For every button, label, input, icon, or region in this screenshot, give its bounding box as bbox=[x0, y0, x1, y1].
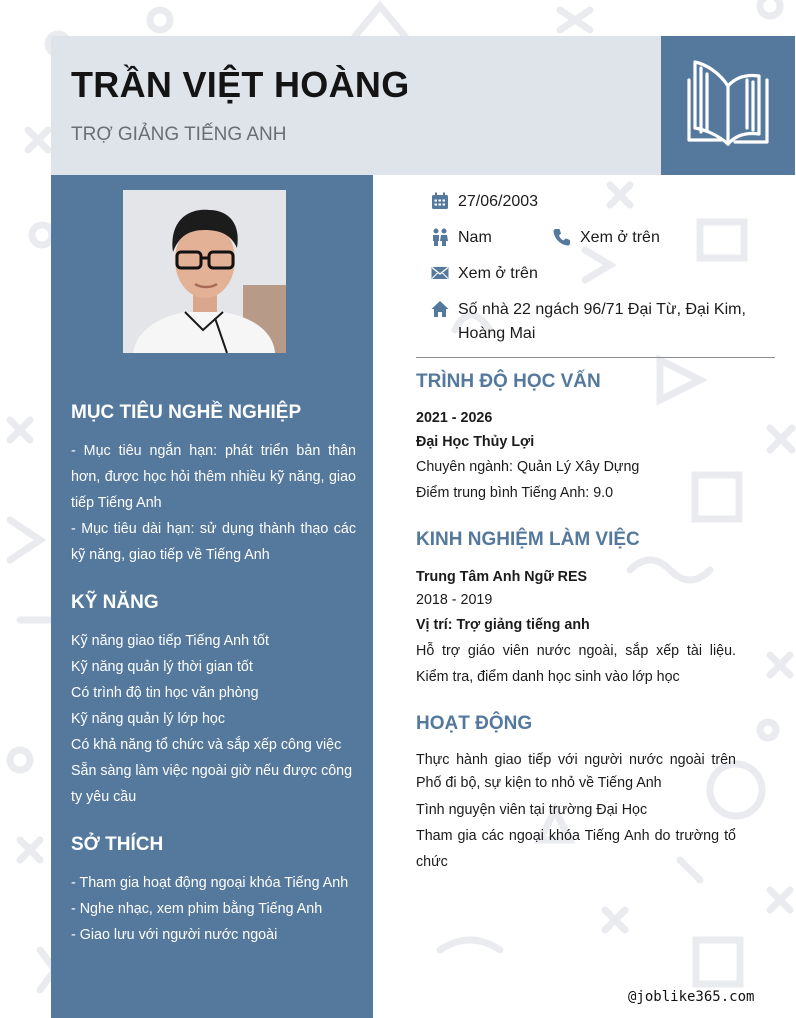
experience-company: Trung Tâm Anh Ngữ RES bbox=[416, 569, 588, 585]
gender-row bbox=[431, 226, 492, 250]
list-item: Có khả năng tổ chức và sắp xếp công việc bbox=[71, 737, 342, 753]
address-value bbox=[458, 298, 746, 346]
logo-box bbox=[661, 36, 795, 175]
list-item: Tình nguyện viên tại trường Đại Học bbox=[416, 802, 648, 818]
home-icon bbox=[431, 300, 449, 318]
email-row bbox=[431, 262, 538, 286]
dob-row bbox=[431, 190, 538, 214]
list-item: Tham gia các ngoại khóa Tiếng Anh do trường tổ chức bbox=[416, 828, 736, 870]
education-school: Đại Học Thủy Lợi bbox=[416, 434, 535, 450]
list-item: Kỹ năng quản lý thời gian tốt bbox=[71, 659, 253, 675]
gender-value: Nam bbox=[458, 229, 492, 246]
candidate-name: TRẦN VIỆT HOÀNG bbox=[71, 64, 410, 105]
open-book-icon bbox=[681, 58, 775, 152]
calendar-icon bbox=[431, 192, 449, 210]
list-item: Sẵn sàng làm việc ngoài giờ nếu được công ty yêu cầu bbox=[71, 763, 353, 805]
phone-icon bbox=[553, 228, 571, 246]
experience-period: 2018 - 2019 bbox=[416, 592, 493, 608]
experience-description: Hỗ trợ giáo viên nước ngoài, sắp xếp tài liệu. Kiểm tra, điểm danh học sinh vào lớp học bbox=[416, 643, 736, 685]
education-major: Chuyên ngành: Quản Lý Xây Dựng bbox=[416, 459, 640, 475]
profile-photo bbox=[123, 190, 286, 353]
education-title: TRÌNH ĐỘ HỌC VẤN bbox=[416, 371, 601, 392]
list-item: Kỹ năng giao tiếp Tiếng Anh tốt bbox=[71, 633, 269, 649]
list-item: - Nghe nhạc, xem phim bằng Tiếng Anh bbox=[71, 901, 323, 917]
list-item: Thực hành giao tiếp với người nước ngoài trên Phố đi bộ, sự kiện to nhỏ về Tiếng Anh bbox=[416, 752, 736, 791]
experience-title: KINH NGHIỆM LÀM VIỆC bbox=[416, 529, 640, 550]
objective-title: MỤC TIÊU NGHỀ NGHIỆP bbox=[71, 402, 302, 423]
sidebar bbox=[51, 175, 373, 1018]
email-value: Xem ở trên bbox=[458, 265, 538, 282]
job-title: TRỢ GIẢNG TIẾNG ANH bbox=[71, 124, 287, 145]
education-gpa: Điểm trung bình Tiếng Anh: 9.0 bbox=[416, 485, 614, 501]
objective-list bbox=[71, 438, 356, 568]
dob-value: 27/06/2003 bbox=[458, 193, 539, 210]
header bbox=[51, 36, 661, 175]
list-item: - Tham gia hoạt động ngoại khóa Tiếng Anh bbox=[71, 875, 349, 891]
experience-position: Vị trí: Trợ giảng tiếng anh bbox=[416, 617, 590, 633]
mail-icon bbox=[431, 264, 449, 282]
skills-list bbox=[71, 628, 356, 810]
phone-value: Xem ở trên bbox=[580, 229, 660, 246]
hobbies-list bbox=[71, 870, 356, 948]
list-item: Có trình độ tin học văn phòng bbox=[71, 685, 259, 701]
phone-row bbox=[553, 226, 660, 250]
address-row bbox=[431, 298, 746, 346]
address-line-2: Hoàng Mai bbox=[458, 325, 536, 342]
activities-title: HOẠT ĐỘNG bbox=[416, 713, 533, 734]
address-line-1: Số nhà 22 ngách 96/71 Đại Từ, Đại Kim, bbox=[458, 301, 746, 318]
skills-title: KỸ NĂNG bbox=[71, 592, 159, 613]
list-item: - Mục tiêu dài hạn: sử dụng thành thạo các kỹ năng, giao tiếp về Tiếng Anh bbox=[71, 521, 356, 563]
list-item: - Giao lưu với người nước ngoài bbox=[71, 927, 278, 943]
hobbies-title: SỞ THÍCH bbox=[71, 834, 164, 855]
divider bbox=[416, 357, 775, 358]
activities-list bbox=[416, 749, 736, 875]
watermark: @joblike365.com bbox=[628, 989, 755, 1005]
education-years: 2021 - 2026 bbox=[416, 410, 493, 426]
avatar bbox=[123, 190, 286, 353]
list-item: Kỹ năng quản lý lớp học bbox=[71, 711, 226, 727]
list-item: - Mục tiêu ngắn hạn: phát triển bản thân hơn, được học hỏi thêm nhiều kỹ năng, giao tiếp Tiếng Anh bbox=[71, 443, 356, 511]
gender-icon bbox=[431, 228, 449, 246]
